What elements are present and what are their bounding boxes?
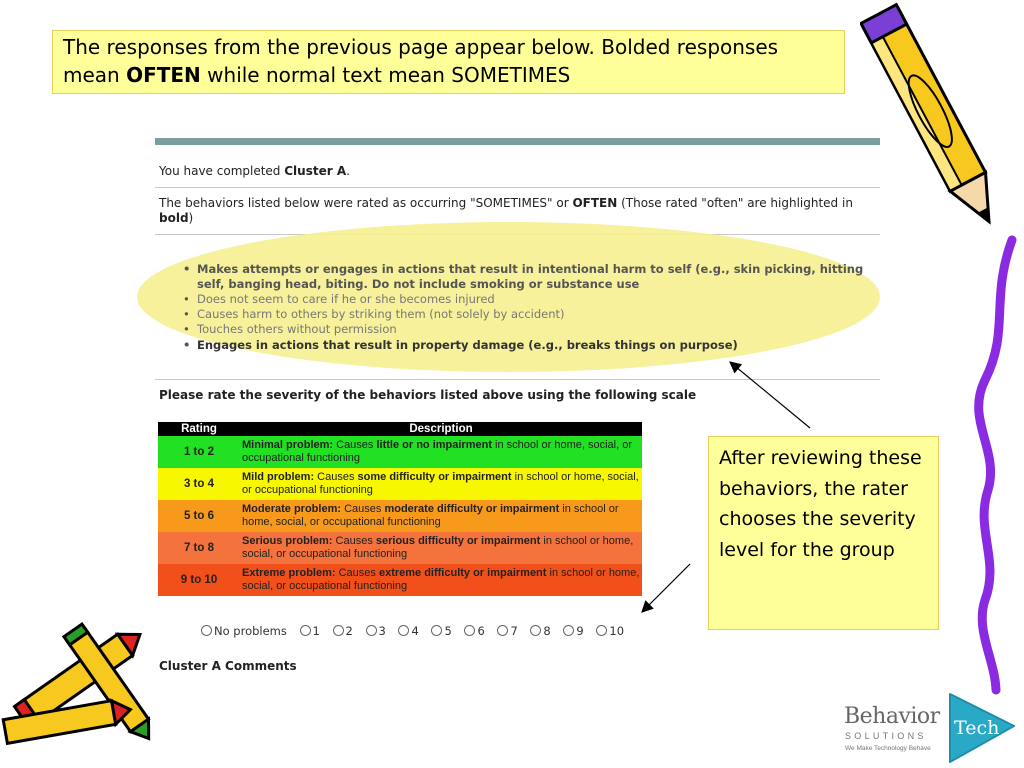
top-note-text: The responses from the previous page appear below. Bolded responses mean: [63, 35, 779, 87]
rating-header: Rating: [158, 422, 240, 436]
rating-cell: 1 to 2: [183, 445, 215, 458]
crayons-icon: [0, 615, 160, 755]
radio-option[interactable]: 10: [596, 624, 624, 638]
rating-cell: 3 to 4: [183, 477, 215, 490]
description-header: Description: [240, 422, 642, 436]
radio-option[interactable]: 2: [333, 624, 353, 638]
behaviors-intro: The behaviors listed below were rated as occurring "SOMETIMES" or OFTEN (Those rated "often" are highlighted in bold): [159, 196, 853, 225]
radio-option[interactable]: 6: [464, 624, 484, 638]
logo-solutions: SOLUTIONS: [845, 731, 927, 741]
comments-label: Cluster A Comments: [159, 659, 297, 673]
radio-option[interactable]: 5: [431, 624, 451, 638]
behavior-item: • Does not seem to care if he or she becomes injured: [183, 292, 873, 307]
logo-name: Behavior: [844, 704, 940, 729]
side-note-text: After reviewing these behaviors, the rater chooses the severity level for the group: [719, 447, 922, 561]
top-note-often: OFTEN: [126, 63, 201, 87]
behavior-item: • Makes attempts or engages in actions that result in intentional harm to self (e.g., skin picking, hitting self, banging head, biting. Do not include smoking or substance use: [183, 262, 873, 292]
description-cell: Mild problem: Causes some difficulty or impairment in school or home, social, or occupational functioning: [242, 471, 639, 496]
cluster-name: Cluster A: [284, 164, 347, 178]
completed-message: You have completed Cluster A.: [159, 164, 350, 178]
description-cell: Minimal problem: Causes little or no impairment in school or home, social, or occupational functioning: [242, 439, 633, 464]
rating-cell: 5 to 6: [183, 509, 215, 522]
behavior-tech-logo: [840, 694, 1020, 764]
description-cell: Serious problem: Causes serious difficulty or impairment in school or home, social, or occupational functioning: [242, 535, 634, 560]
radio-option[interactable]: 1: [300, 624, 320, 638]
top-note-text-end: while normal text mean SOMETIMES: [200, 63, 571, 87]
rating-cell: 7 to 8: [183, 541, 215, 554]
radio-option[interactable]: 4: [398, 624, 418, 638]
radio-option[interactable]: 8: [530, 624, 550, 638]
rating-cell: 9 to 10: [180, 573, 218, 586]
logo-name-highlight: Tech: [954, 717, 1000, 739]
behavior-item: • Causes harm to others by striking them (not solely by accident): [183, 307, 873, 322]
behavior-item: • Touches others without permission: [183, 322, 873, 337]
radio-option[interactable]: No problems: [201, 624, 287, 638]
radio-option[interactable]: 7: [497, 624, 517, 638]
rate-prompt: Please rate the severity of the behaviors listed above using the following scale: [159, 388, 697, 402]
behavior-item: • Engages in actions that result in property damage (e.g., breaks things on purpose): [183, 338, 873, 353]
radio-option[interactable]: 3: [366, 624, 386, 638]
pencil-icon: [860, 0, 1010, 245]
description-cell: Extreme problem: Causes extreme difficulty or impairment in school or home, social, or occupational functioning: [242, 567, 640, 592]
logo-triangle-icon: [944, 692, 1020, 764]
radio-option[interactable]: 9: [563, 624, 583, 638]
description-cell: Moderate problem: Causes moderate difficulty or impairment in school or home, social, or occupational functioning: [242, 503, 619, 528]
logo-tagline: We Make Technology Behave: [845, 745, 931, 752]
